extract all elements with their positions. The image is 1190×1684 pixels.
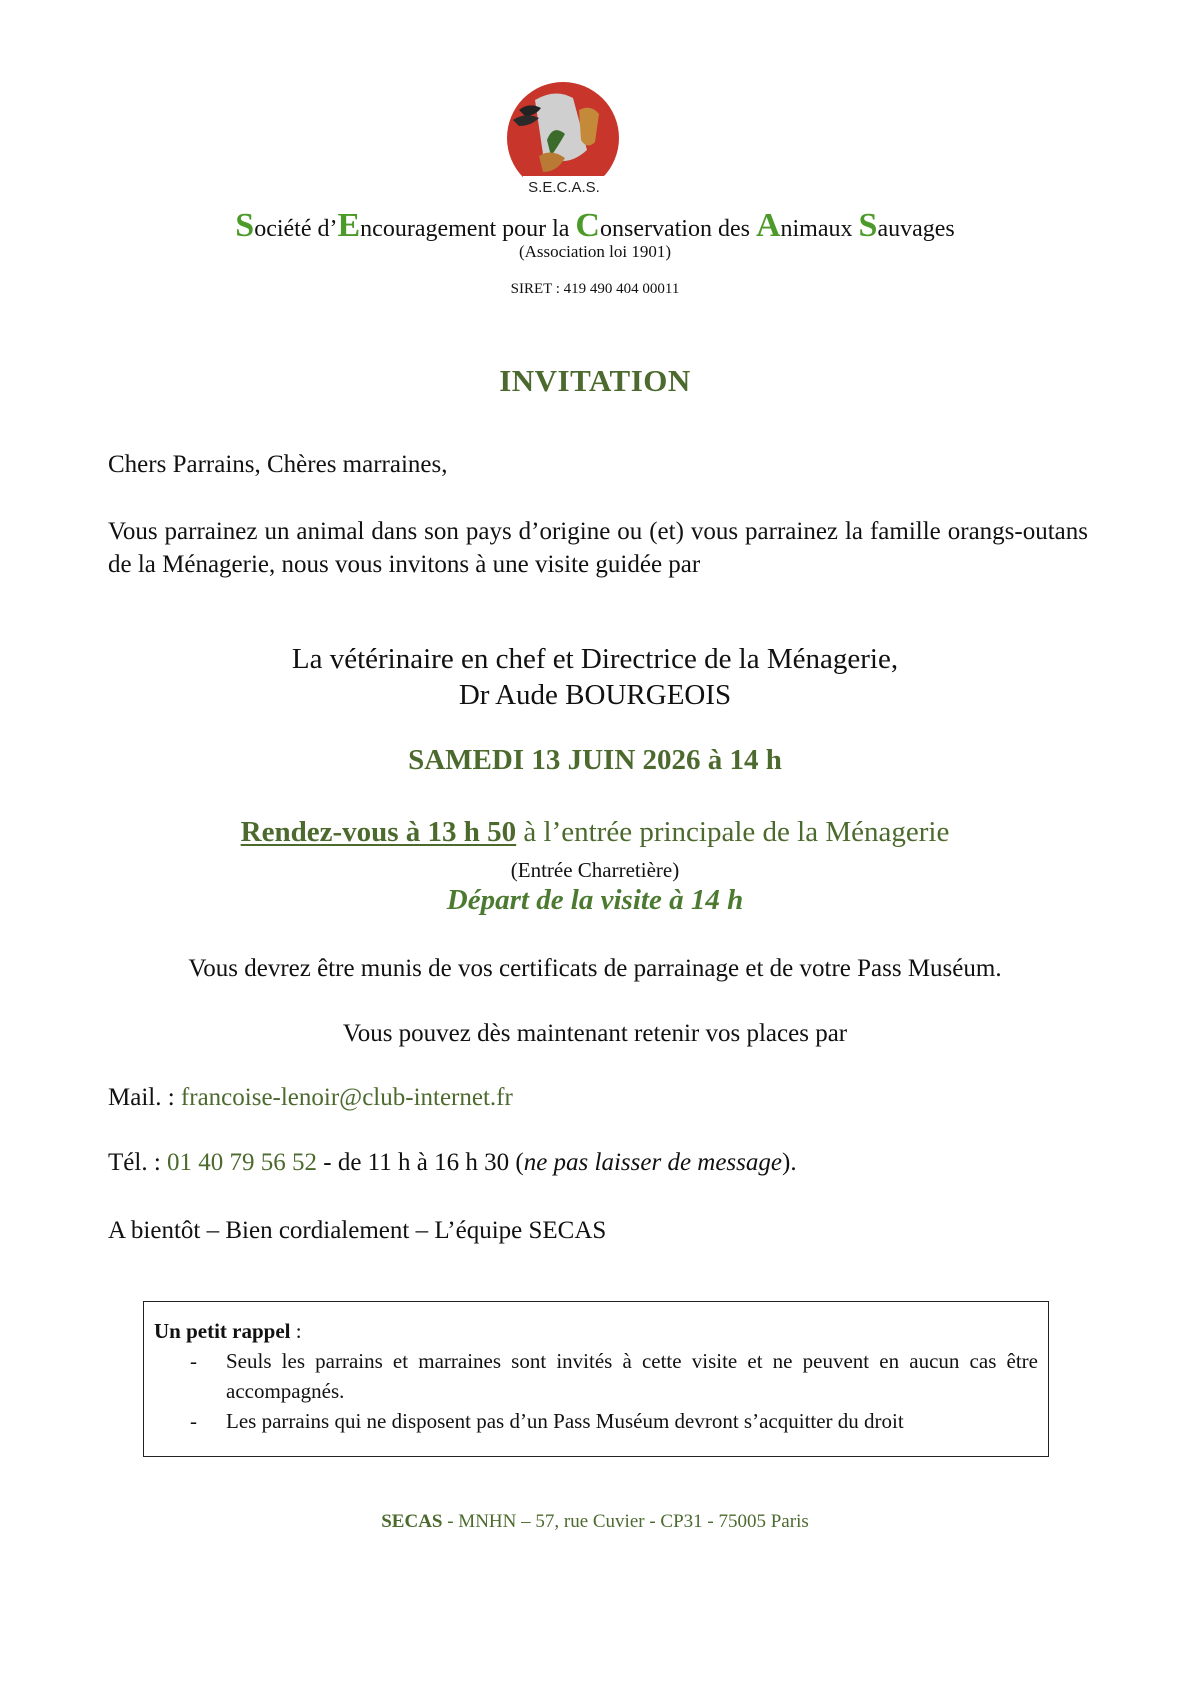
departure-time: Départ de la visite à 14 h — [446, 884, 744, 916]
footer-address: SECAS - MNHN – 57, rue Cuvier - CP31 - 75005 Paris — [381, 1511, 809, 1532]
list-item: - Les parrains qui ne disposent pas d’un Pass Muséum devront s’acquitter du droit — [154, 1406, 1038, 1436]
siret-number: SIRET : 419 490 404 00011 — [510, 281, 680, 297]
phone-number[interactable]: 01 40 79 56 52 — [167, 1149, 318, 1176]
meeting-point: Rendez-vous à 13 h 50 à l’entrée principale de la Ménagerie — [240, 816, 950, 848]
guide-title: La vétérinaire en chef et Directrice de la Ménagerie, — [291, 643, 899, 675]
logo-text: S.E.C.A.S. — [528, 179, 600, 196]
phone-line: Tél. : 01 40 79 56 52 - de 11 h à 16 h 30 (ne pas laisser de message). — [108, 1149, 797, 1176]
dash-bullet: - — [190, 1349, 197, 1373]
intro-paragraph: Vous parrainez un animal dans son pays d’origine ou (et) vous parrainez la famille orangs-outans de la Ménagerie, nous vous invitons à une visite guidée par — [108, 518, 1088, 578]
entrance-name: (Entrée Charretière) — [510, 858, 680, 882]
event-date: SAMEDI 13 JUIN 2026 à 14 h — [408, 744, 782, 776]
dash-bullet: - — [190, 1409, 197, 1433]
secas-logo — [495, 80, 631, 198]
email-link[interactable]: francoise-lenoir@club-internet.fr — [180, 1084, 513, 1111]
meeting-time: Rendez-vous à 13 h 50 — [240, 816, 517, 848]
list-item: - Seuls les parrains et marraines sont invités à cette visite et ne peuvent en aucun cas être accompagnés. — [154, 1346, 1038, 1406]
requirements-note: Vous devrez être munis de vos certificats de parrainage et de votre Pass Muséum. — [188, 955, 1002, 982]
page-title: INVITATION — [499, 363, 691, 398]
mail-line: Mail. : francoise-lenoir@club-internet.fr — [108, 1084, 513, 1111]
reminder-title: Un petit rappel : — [154, 1319, 302, 1343]
reminder-box — [143, 1301, 1049, 1457]
guide-name: Dr Aude BOURGEOIS — [458, 679, 732, 711]
reservation-note: Vous pouvez dès maintenant retenir vos places par — [342, 1020, 848, 1047]
association-type: (Association loi 1901) — [518, 242, 672, 261]
greeting: Chers Parrains, Chères marraines, — [108, 451, 448, 478]
organization-name: Société d’Encouragement pour la Conservation des Animaux Sauvages — [235, 207, 955, 244]
closing-line: A bientôt – Bien cordialement – L’équipe SECAS — [108, 1217, 607, 1244]
